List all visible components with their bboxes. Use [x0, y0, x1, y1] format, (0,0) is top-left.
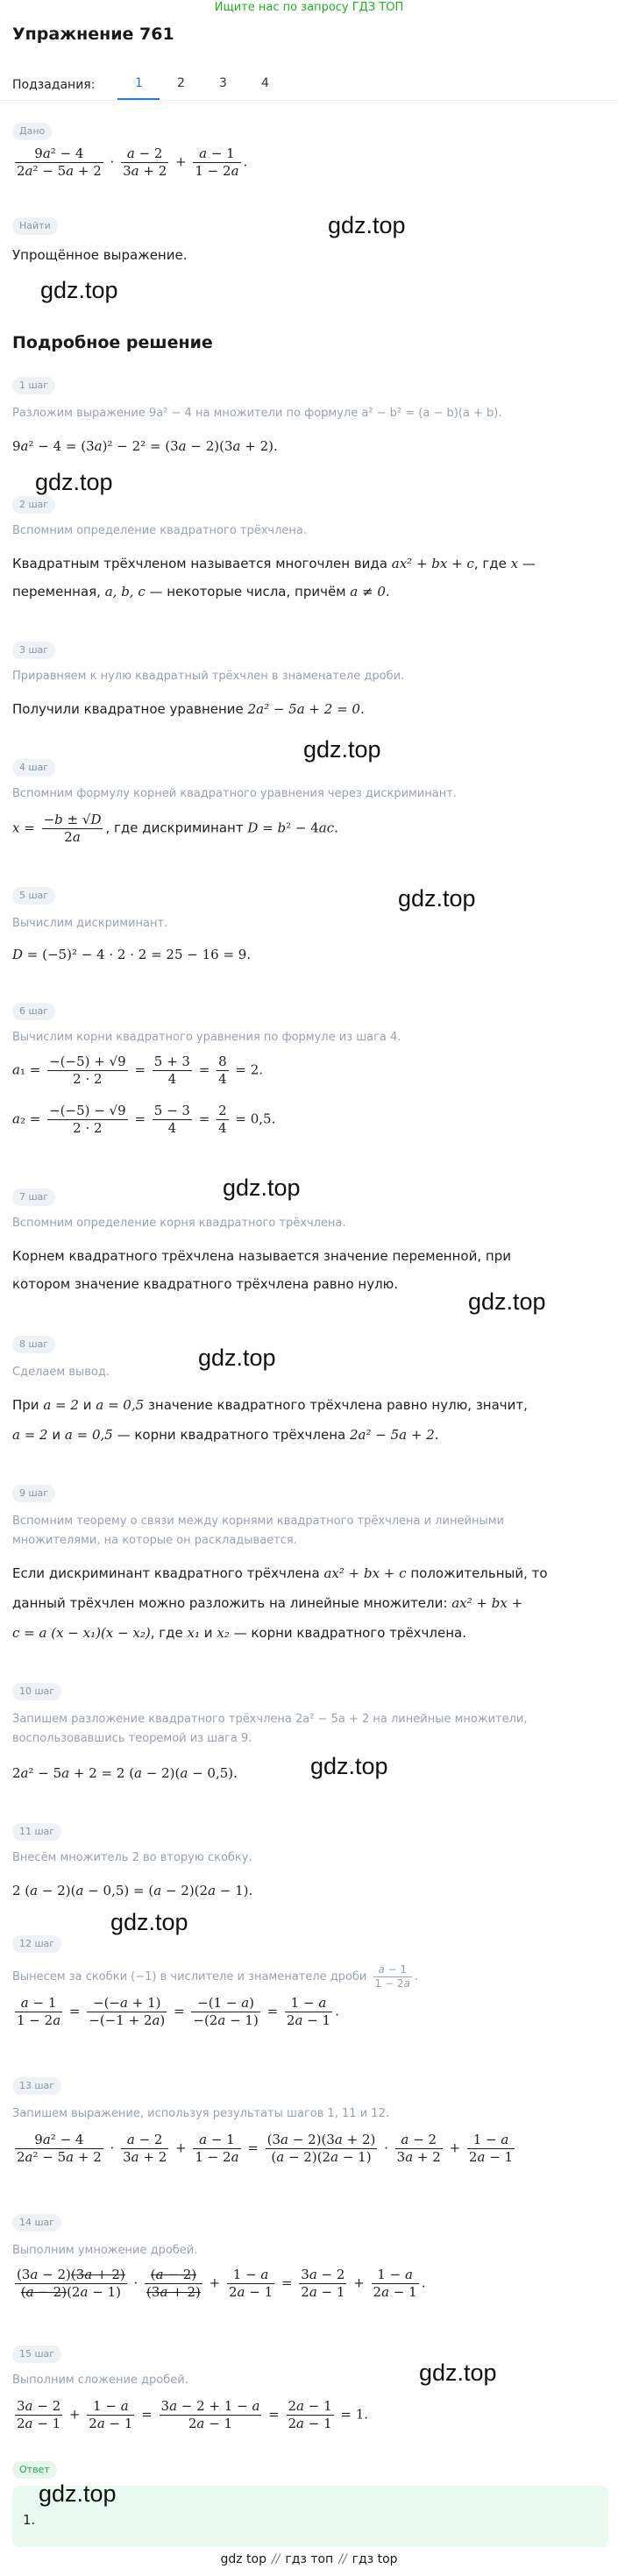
step-2-body-b: , где [473, 556, 507, 571]
step-9-body-line2: данный трёхчлен можно разложить на линейные множители: ax² + bx + [12, 1595, 523, 1611]
step-5-text: Вычислим дискриминант. [12, 917, 168, 930]
step-2-badge: 2 шаг [12, 496, 55, 514]
watermark: gdz.top [398, 885, 476, 912]
given-badge: Дано [12, 123, 52, 140]
step-1-text: Разложим выражение 9a² − 4 на множители по формуле a² − b² = (a − b)(a + b). [12, 407, 502, 420]
step-4-text: Вспомним формулу корней квадратного уравнения через дискриминант. [12, 787, 457, 800]
step-6-badge: 6 шаг [12, 1003, 55, 1020]
step-9-text-line2: множителями, на которые он раскладывается. [12, 1534, 297, 1547]
step-3-body: Получили квадратное уравнение 2a² − 5a + 2 = 0. [12, 701, 365, 717]
step-10-math: 2a² − 5a + 2 = 2 (a − 2)(a − 0,5). [12, 1765, 238, 1781]
step-1-math: 9a² − 4 = (3a)² − 2² = (3a − 2)(3a + 2). [12, 438, 278, 454]
step-10-badge: 10 шаг [12, 1683, 61, 1700]
step-14-badge: 14 шаг [12, 2214, 61, 2232]
step-13-badge: 13 шаг [12, 2077, 61, 2095]
step-13-math: $\frac{\text{9a² − 4}}{\text{2a² − 5a + 2}}$ · $\frac{a - 2}{3a + 2}$ + $\frac{a - 1}{1 - 2a}$ = $\frac{(3a - 2)(3a + 2)}{(a - 2)(2a - 1)}$ · $\frac{a - 2}{3a + 2}$ + $\frac{1 - a}{2a - 1}$ [17, 2132, 514, 2165]
step-7-badge: 7 шаг [12, 1189, 55, 1206]
given-expression: $\frac{\text{9a² − 4}}{\text{2a² − 5a + 2}}$ · $\frac{a - 2}{3a + 2}$ + $\frac{a - 1}{1 - 2a}$ . [17, 145, 248, 179]
footer-links: gdz top // гдз топ // гдз top [220, 2552, 398, 2566]
step-9-badge: 9 шаг [12, 1485, 55, 1502]
step-6-text: Вычислим корни квадратного уравнения по формуле из шага 4. [12, 1031, 401, 1044]
watermark: gdz.top [198, 1345, 276, 1371]
step-7-text: Вспомним определение корня квадратного трёхчлена. [12, 1217, 346, 1230]
footer-link-2[interactable]: гдз топ [285, 2552, 334, 2566]
step-2-body-d: переменная, [12, 584, 101, 600]
find-badge: Найти [12, 217, 58, 235]
step-3-badge: 3 шаг [12, 642, 55, 659]
step-8-body-e: — корни квадратного трёхчлена [117, 1427, 346, 1443]
watermark: gdz.top [39, 2480, 117, 2507]
step-7-body-line1: Корнем квадратного трёхчлена называется значение переменной, при [12, 1248, 511, 1264]
watermark: gdz.top [310, 1753, 388, 1779]
watermark: gdz.top [419, 2360, 497, 2386]
step-2-body-a: Квадратным трёхчленом называется многочлен вида [12, 556, 387, 571]
step-2-body-line2: переменная, a, b, c — некоторые числа, причём a ≠ 0. [12, 584, 390, 600]
step-6-root1: a₁ = $\frac{-(-5) + √9}{2 \cdot 2}$ = $\frac{5 + 3}{4}$ = $\frac{8}{4}$ = 2. [12, 1054, 264, 1087]
step-13-text: Запишем выражение, используя результаты шагов 1, 11 и 12. [12, 2107, 389, 2120]
step-12-badge: 12 шаг [12, 1935, 61, 1953]
ad-banner[interactable]: Ищите нас по запросу ГДЗ ТОП [214, 1, 404, 14]
step-10-text-line2: воспользовавшись теоремой из шага 9. [12, 1732, 252, 1745]
footer-link-3[interactable]: гдз top [352, 2552, 398, 2566]
step-9-body-f: — корни квадратного трёхчлена. [233, 1625, 466, 1641]
step-12-text: Вынесем за скобки (−1) в числителе и знаменателе дроби $\frac{a - 1}{1 - 2a}$ . [12, 1963, 418, 1990]
step-3-text: Приравняем к нулю квадратный трёхчлен в знаменателе дроби. [12, 670, 405, 683]
subtasks-nav [12, 70, 286, 100]
step-11-badge: 11 шаг [12, 1823, 61, 1841]
step-1-badge: 1 шаг [12, 377, 55, 394]
find-text: Упрощённое выражение. [12, 247, 188, 263]
footer-link-1[interactable]: gdz top [220, 2552, 266, 2566]
step-8-body-line2: a = 2 и a = 0,5 — корни квадратного трёхчлена 2a² − 5a + 2. [12, 1427, 439, 1443]
step-2-body-e: — некоторые числа, причём [149, 584, 346, 600]
step-8-body-d: и [52, 1427, 61, 1443]
step-9-body-a: Если дискриминант квадратного трёхчлена [12, 1565, 320, 1581]
watermark: gdz.top [468, 1288, 546, 1315]
step-12-math: $\frac{a - 1}{1 - 2a}$ = $\frac{-(-a + 1)}{-(-1 + 2a)}$ = $\frac{-(1 - a)}{-(2a - 1)}$ = $\frac{1 - a}{2a - 1}$ . [17, 1995, 339, 2028]
watermark: gdz.top [35, 469, 113, 495]
step-5-badge: 5 шаг [12, 887, 55, 905]
step-8-text: Сделаем вывод. [12, 1366, 110, 1379]
step-12-text-body: Вынесем за скобки (−1) в числителе и знаменателе дроби [12, 1970, 367, 1983]
step-11-text: Внесём множитель 2 во вторую скобку. [12, 1851, 252, 1864]
answer-badge: Ответ [12, 2461, 57, 2479]
step-2-body-c: — [522, 556, 536, 571]
step-4-body-text: , где дискриминант [105, 820, 244, 836]
step-7-body-line2: котором значение квадратного трёхчлена равно нулю. [12, 1276, 399, 1292]
tab-subtask-1[interactable]: 1 [117, 70, 160, 100]
divider [0, 100, 618, 101]
step-9-text-line1: Вспомним теорему о связи между корнями квадратного трёхчлена и линейными [12, 1515, 504, 1528]
tab-subtask-3[interactable]: 3 [218, 76, 227, 90]
step-6-root2: a₂ = $\frac{-(-5) - √9}{2 \cdot 2}$ = $\frac{5 - 3}{4}$ = $\frac{2}{4}$ = 0,5. [12, 1103, 276, 1136]
step-9-body-e: и [203, 1625, 213, 1641]
step-2-text: Вспомним определение квадратного трёхчлена. [12, 524, 308, 537]
step-9-body-c: данный трёхчлен можно разложить на линейные множители: [12, 1595, 448, 1611]
step-9-body-b: положительный, то [410, 1565, 548, 1581]
solution-title: Подробное решение [12, 333, 213, 352]
watermark: gdz.top [223, 1174, 301, 1201]
watermark: gdz.top [303, 736, 381, 763]
watermark: gdz.top [328, 212, 406, 238]
step-15-text: Выполним сложение дробей. [12, 2374, 188, 2387]
step-5-math: D = (−5)² − 4 · 2 · 2 = 25 − 16 = 9. [12, 947, 252, 962]
step-8-body-c: значение квадратного трёхчлена равно нулю, значит, [147, 1397, 528, 1413]
answer-value: 1. [23, 2512, 36, 2528]
watermark: gdz.top [40, 277, 118, 303]
tab-subtask-2[interactable]: 2 [176, 76, 185, 90]
watermark: gdz.top [110, 1909, 188, 1935]
step-10-text-line1: Запишем разложение квадратного трёхчлена 2a² − 5a + 2 на линейные множители, [12, 1713, 528, 1726]
subtasks-label: Подзадания: [12, 78, 96, 92]
step-9-body-line3: c = a (x − x₁)(x − x₂), где x₁ и x₂ — корни квадратного трёхчлена. [12, 1625, 466, 1641]
step-8-body-a: При [12, 1397, 39, 1413]
step-9-body-d: , где [150, 1625, 183, 1641]
step-8-body-b: и [82, 1397, 92, 1413]
step-11-math: 2 (a − 2)(a − 0,5) = (a − 2)(2a − 1). [12, 1883, 253, 1898]
step-8-body-line1: При a = 2 и a = 0,5 значение квадратного трёхчлена равно нулю, значит, [12, 1397, 528, 1413]
step-3-body-text: Получили квадратное уравнение [12, 701, 244, 717]
tab-subtask-4[interactable]: 4 [260, 76, 269, 90]
step-15-math: $\frac{3a - 2}{2a - 1}$ + $\frac{1 - a}{2a - 1}$ = $\frac{3a - 2 + 1 - a}{2a - 1}$ = $\frac{2a - 1}{2a - 1}$ = 1. [17, 2398, 369, 2431]
step-2-body-line1: Квадратным трёхчленом называется многочлен вида ax² + bx + c, где x — [12, 556, 536, 571]
step-14-math: $\frac{(3a - 2)(3a + 2)}{(a - 2)(2a - 1)}$ · $\frac{(a - 2)}{(3a + 2)}$ + $\frac{1 - a}{2a - 1}$ = $\frac{3a - 2}{2a - 1}$ + $\frac{1 - a}{2a - 1}$ . [17, 2267, 426, 2300]
step-4-badge: 4 шаг [12, 759, 55, 777]
step-4-math: x = $\frac{-b \pm √D}{2a}$ , где дискриминант D = b² − 4ac. [12, 812, 338, 845]
step-14-text: Выполним умножение дробей. [12, 2244, 198, 2257]
step-9-body-line1: Если дискриминант квадратного трёхчлена ax² + bx + c положительный, то [12, 1565, 548, 1581]
page-title: Упражнение 761 [12, 25, 174, 44]
step-8-badge: 8 шаг [12, 1336, 55, 1353]
step-15-badge: 15 шаг [12, 2345, 61, 2363]
